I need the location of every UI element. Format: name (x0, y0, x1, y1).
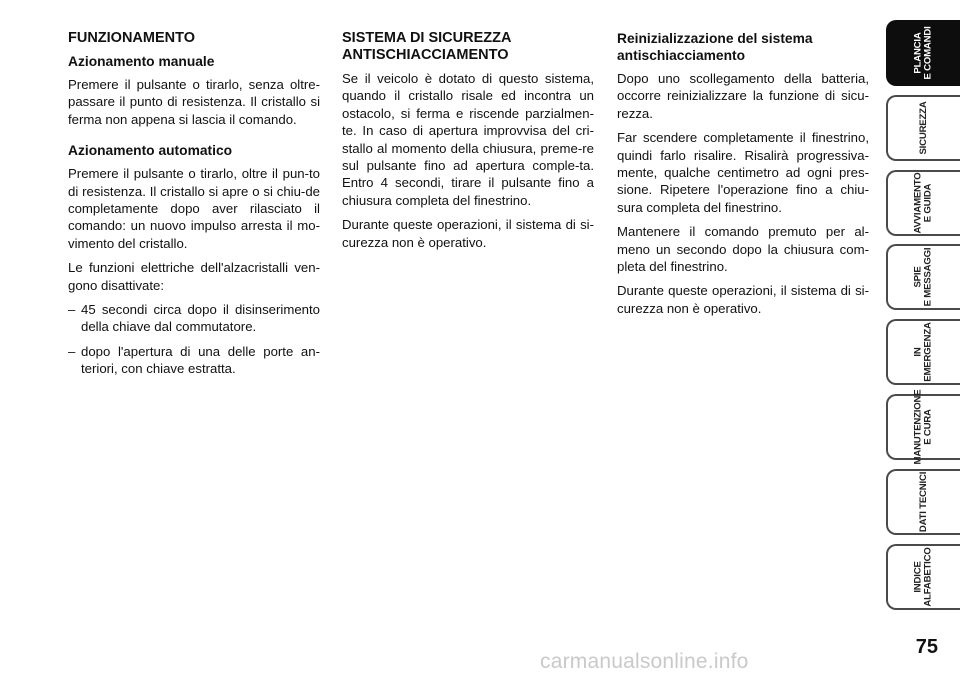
column-reinizializzazione (617, 30, 869, 324)
tab-label: IN EMERGENZA (912, 322, 934, 382)
section-heading-reinizializzazione (617, 30, 869, 64)
paragraph-reinit-1: Dopo uno scollegamento della batteria, occorre reinizializzare la funzione di sicu-rezza. (617, 71, 869, 121)
tab-label: DATI TECNICI (917, 471, 929, 532)
tab-plancia-e-comandi[interactable] (886, 20, 960, 86)
watermark: carmanualsonline.info (540, 650, 749, 673)
tab-label: SICUREZZA (917, 101, 929, 155)
column-sistema-sicurezza (342, 30, 594, 258)
bullet-list (68, 301, 320, 378)
subheading-manual: Azionamento manuale (68, 54, 215, 69)
tab-label: SPIE E MESSAGGI (912, 248, 934, 307)
heading-line: SISTEMA DI SICUREZZA (342, 30, 512, 46)
paragraph-automatic: Premere il pulsante o tirarlo, oltre il pun-to di resistenza. Il cristallo si apre o si chiu-de completamente dopo aver rilasciato il comando: un nuovo impulso arresta il mo-vimento del cristallo. (68, 166, 320, 251)
tab-label: MANUTENZIONE E CURA (912, 389, 934, 465)
heading-line: antischiacciamento (617, 48, 746, 63)
heading-line: Reinizializzazione del sistema (617, 31, 813, 46)
tab-label: PLANCIA E COMANDI (912, 26, 934, 80)
chapter-tabs (886, 20, 960, 618)
paragraph-reinit-4: Durante queste operazioni, il sistema di si-curezza non è operativo. (617, 283, 869, 316)
list-item: – 45 secondi circa dopo il disinserimento della chiave dal commutatore. (68, 301, 320, 336)
paragraph-manual: Premere il pulsante o tirarlo, senza oltre-passare il punto di resistenza. Il cristallo si ferma non appena si lascia il comando. (68, 77, 320, 127)
column-funzionamento (68, 30, 320, 385)
tab-dati-tecnici[interactable] (886, 469, 960, 535)
page-number: 75 (915, 636, 938, 658)
section-heading-sistema (342, 30, 594, 64)
paragraph-reinit-2: Far scendere completamente il finestrino, quindi farlo risalire. Risalirà progressiva-mente, qualche centimetro ad ogni pres-sione. Ripetere l'operazione fino a chiu-sura completa del finestrino. (617, 130, 869, 215)
list-item: – dopo l'apertura di una delle porte an-teriori, con chiave estratta. (68, 343, 320, 378)
paragraph-reinit-3: Mantenere il comando premuto per al-meno un secondo dopo la chiusura com-pleta del finestrino. (617, 224, 869, 275)
tab-avviamento-e-guida[interactable] (886, 170, 960, 236)
subheading-automatic: Azionamento automatico (68, 143, 233, 159)
tab-indice-alfabetico[interactable] (886, 544, 960, 610)
tab-label: AVVIAMENTO E GUIDA (912, 172, 934, 234)
paragraph-sistema-note: Durante queste operazioni, il sistema di si-curezza non è operativo. (342, 217, 594, 250)
paragraph-sistema: Se il veicolo è dotato di questo sistema, quando il cristallo risale ed incontra un ostacolo, si ferma e riscende parzialmen-te. In caso di apertura improvvisa del cri-stallo al momento della chiusura, preme-re sul pulsante fino ad apertura comple-ta. Entro 4 secondi, tirare il pulsante fino a chiusura completa del finestrino. (342, 71, 594, 208)
tab-in-emergenza[interactable] (886, 319, 960, 385)
heading-line: ANTISCHIACCIAMENTO (342, 47, 509, 63)
section-heading-funzionamento: FUNZIONAMENTO (68, 30, 196, 46)
tab-spie-e-messaggi[interactable] (886, 244, 960, 310)
paragraph-disabled: Le funzioni elettriche dell'alzacristalli ven-gono disattivate: (68, 260, 320, 293)
tab-manutenzione-e-cura[interactable] (886, 389, 960, 465)
tab-sicurezza[interactable] (886, 95, 960, 161)
tab-label: INDICE ALFABETICO (912, 546, 934, 607)
